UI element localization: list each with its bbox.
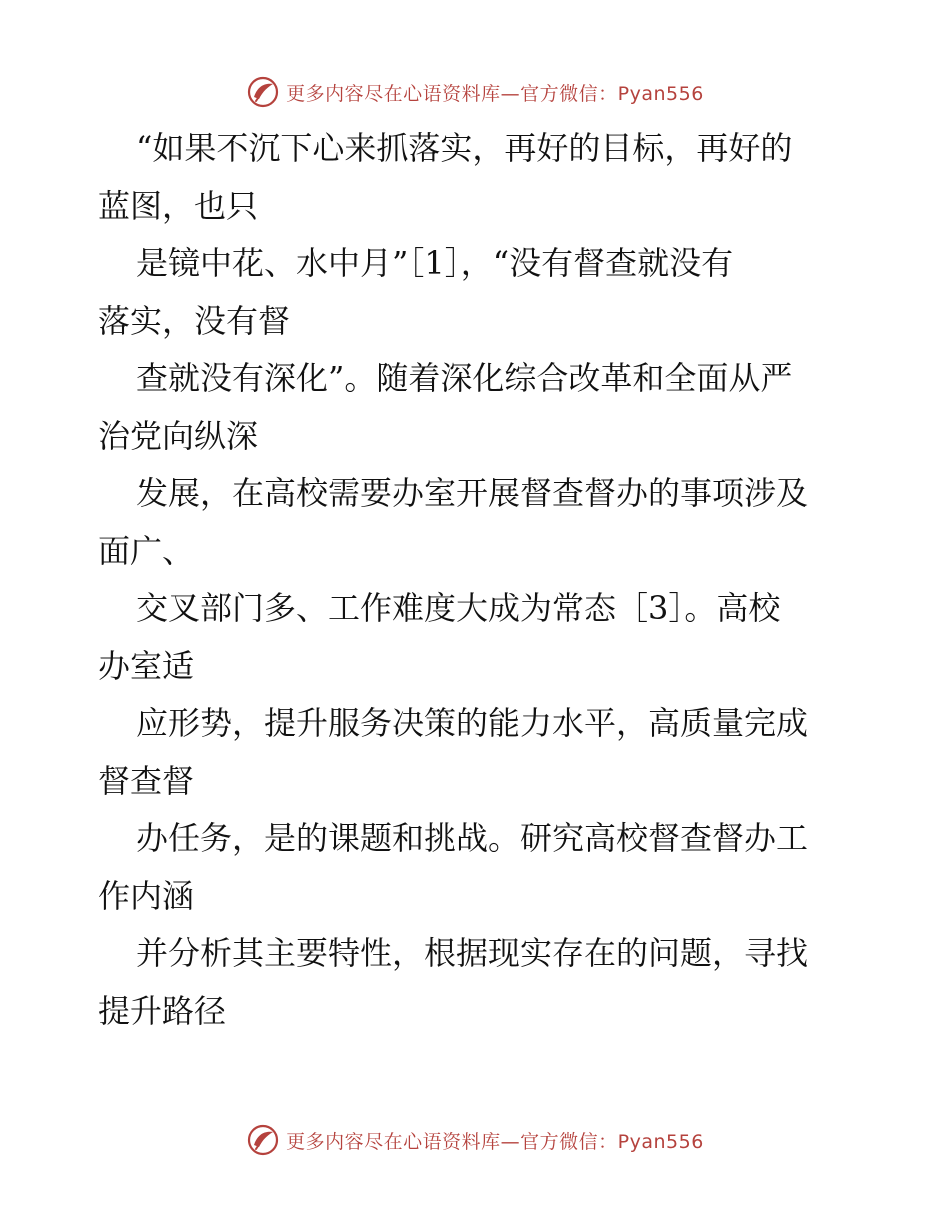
body-line: 办室适 <box>98 646 195 685</box>
body-line: 交叉部门多、工作难度大成为常态［3］。高校 <box>136 589 781 627</box>
body-line: 落实，没有督 <box>98 301 291 340</box>
header-banner-text: 更多内容尽在心语资料库—官方微信：Pyan556 <box>286 82 704 105</box>
body-line: 面广、 <box>98 531 195 570</box>
body-line: 应形势，提升服务决策的能力水平，高质量完成 <box>136 704 809 742</box>
document-body <box>98 120 858 1040</box>
body-line: 发展，在高校需要办室开展督查督办的事项涉及 <box>136 474 809 512</box>
footer-watermark-banner <box>0 1120 950 1160</box>
body-line: 并分析其主要特性，根据现实存在的问题，寻找 <box>136 934 809 972</box>
body-line: 督查督 <box>98 761 195 800</box>
pen-logo-icon <box>246 75 280 109</box>
body-line: 办任务，是的课题和挑战。研究高校督查督办工 <box>136 819 809 857</box>
body-line: 查就没有深化”。随着深化综合改革和全面从严 <box>136 359 793 397</box>
footer-banner-text: 更多内容尽在心语资料库—官方微信：Pyan556 <box>286 1130 704 1153</box>
header-watermark-banner <box>0 72 950 112</box>
body-line: 作内涵 <box>98 876 195 915</box>
body-line: 提升路径 <box>98 991 227 1030</box>
pen-logo-icon <box>246 1123 280 1157</box>
body-line: 蓝图，也只 <box>98 186 259 225</box>
body-line: 是镜中花、水中月”［1］，“没有督查就没有 <box>136 244 734 282</box>
body-line: 治党向纵深 <box>98 416 259 455</box>
body-line: “如果不沉下心来抓落实，再好的目标，再好的 <box>136 129 793 167</box>
